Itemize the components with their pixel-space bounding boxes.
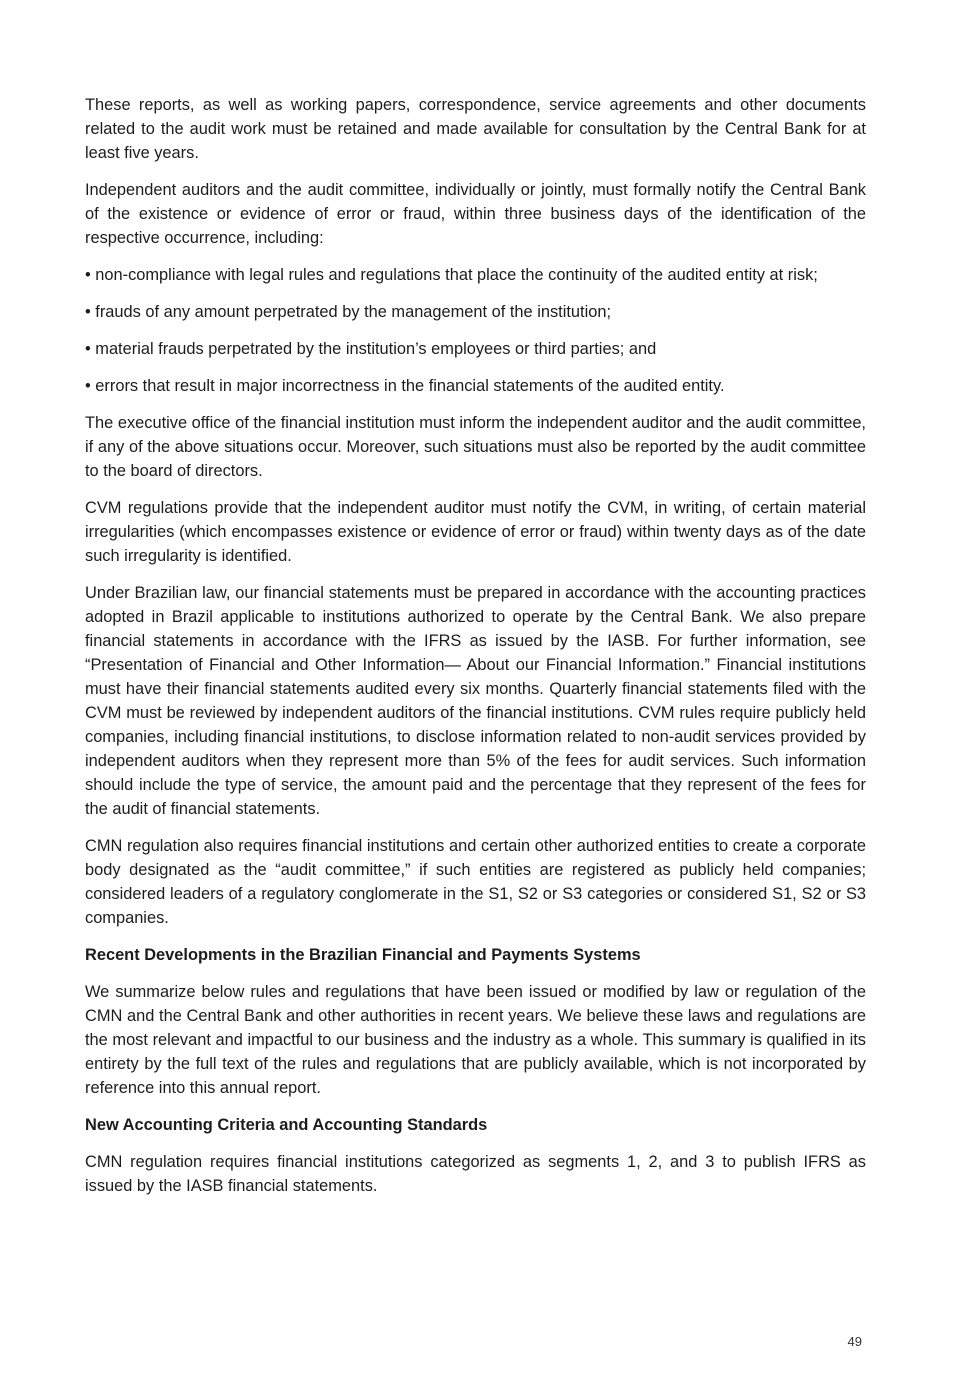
paragraph-cvm-regulations: CVM regulations provide that the independent auditor must notify the CVM, in writing, of certain material irregularities (which encompasses existence or evidence of error or fraud) within twenty days as of the date such irregularity is identified. <box>85 499 866 565</box>
paragraph-recent-developments: We summarize below rules and regulations that have been issued or modified by law or regulation of the CMN and the Central Bank and other authorities in recent years. We believe these laws and regulations are the most relevant and impactful to our business and the industry as a whole. This summary is qualified in its entirety by the full text of the rules and regulations that are publicly available, which is not incorporated by reference into this annual report. <box>85 983 866 1097</box>
bullet-errors: • errors that result in major incorrectness in the financial statements of the audited entity. <box>85 377 725 395</box>
paragraph-notification-duty: Independent auditors and the audit committee, individually or jointly, must formally notify the Central Bank of the existence or evidence of error or fraud, within three business days of the identification of the respective occurrence, including: <box>85 181 866 247</box>
paragraph-record-retention: These reports, as well as working papers, correspondence, service agreements and other documents related to the audit work must be retained and made available for consultation by the Central Bank for at least five years. <box>85 96 866 162</box>
paragraph-executive-office: The executive office of the financial institution must inform the independent auditor and the audit committee, if any of the above situations occur. Moreover, such situations must also be reported by the audit committee to the board of directors. <box>85 414 866 480</box>
bullet-material-frauds: • material frauds perpetrated by the institution’s employees or third parties; and <box>85 340 657 358</box>
heading-accounting-standards: New Accounting Criteria and Accounting Standards <box>85 1116 488 1134</box>
paragraph-audit-committee: CMN regulation also requires financial institutions and certain other authorized entities to create a corporate body designated as the “audit committee,” if such entities are registered as publicly held companies; considered leaders of a regulatory conglomerate in the S1, S2 or S3 categories or considered S1, S2 or S3 companies. <box>85 837 866 927</box>
paragraph-accounting-standards: CMN regulation requires financial institutions categorized as segments 1, 2, and 3 to publish IFRS as issued by the IASB financial statements. <box>85 1153 866 1195</box>
page-number: 49 <box>847 1334 862 1349</box>
heading-recent-developments: Recent Developments in the Brazilian Financial and Payments Systems <box>85 946 641 964</box>
paragraph-brazilian-law: Under Brazilian law, our financial statements must be prepared in accordance with the accounting practices adopted in Brazil applicable to institutions authorized to operate by the Central Bank. We also prepare financial statements in accordance with the IFRS as issued by the IASB. For further information, see “Presentation of Financial and Other Information— About our Financial Information.” Financial institutions must have their financial statements audited every six months. Quarterly financial statements filed with the CVM must be reviewed by independent auditors of the financial institutions. CVM rules require publicly held companies, including financial institutions, to disclose information related to non-audit services provided by independent auditors when they represent more than 5% of the fees for audit services. Such information should include the type of service, the amount paid and the percentage that they represent of the fees for the audit of financial statements. <box>85 584 866 818</box>
bullet-management-frauds: • frauds of any amount perpetrated by the management of the institution; <box>85 303 612 321</box>
bullet-non-compliance: • non-compliance with legal rules and regulations that place the continuity of the audited entity at risk; <box>85 266 818 284</box>
